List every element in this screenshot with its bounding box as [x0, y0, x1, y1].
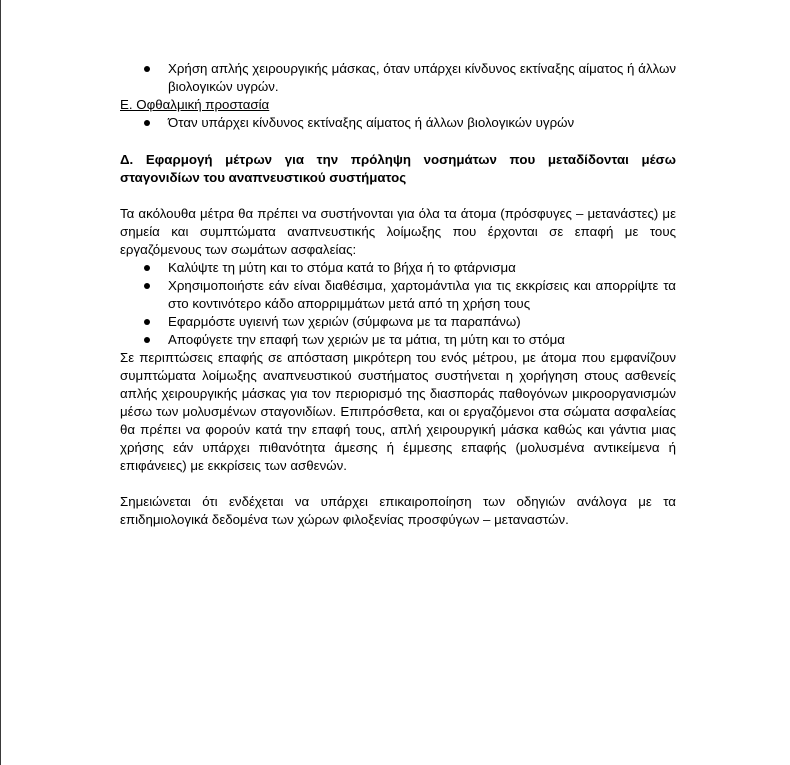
list-item [120, 277, 676, 313]
list-item-text: Καλύψτε τη μύτη και το στόμα κατά το βήχα ή το φτάρνισμα [168, 260, 516, 275]
list-item [120, 60, 676, 96]
bullet-icon [144, 337, 150, 343]
document-body [120, 60, 676, 529]
list-item-text: Εφαρμόστε υγιεινή των χεριών (σύμφωνα με τα παραπάνω) [168, 314, 521, 329]
page-left-border [0, 0, 1, 765]
list-item-text: Χρησιμοποιήστε εάν είναι διαθέσιμα, χαρτομάντιλα για τις εκκρίσεις και απορρίψτε τα στο κοντινότερο κάδο απορριμμάτων μετά από τη χρήση τους [168, 278, 676, 311]
eye-protection-bullet-list [120, 114, 676, 132]
bullet-icon [144, 283, 150, 289]
respiratory-measures-list [120, 259, 676, 349]
list-item [120, 259, 676, 277]
list-item-text: Χρήση απλής χειρουργικής μάσκας, όταν υπάρχει κίνδυνος εκτίναξης αίματος ή άλλων βιολογικών υγρών. [168, 61, 676, 94]
bullet-icon [144, 319, 150, 325]
section-d-intro-paragraph: Τα ακόλουθα μέτρα θα πρέπει να συστήνονται για όλα τα άτομα (πρόσφυγες – μετανάστες) με σημεία και συμπτώματα αναπνευστικής λοίμωξης που έρχονται σε επαφή με τους εργαζόμενους των σωμάτων ασφαλείας: [120, 206, 676, 257]
eye-protection-heading: Ε. Οφθαλμική προστασία [120, 97, 270, 112]
bullet-icon [144, 66, 150, 72]
list-item [120, 313, 676, 331]
update-note-paragraph: Σημειώνεται ότι ενδέχεται να υπάρχει επικαιροποίηση των οδηγιών ανάλογα με τα επιδημιολογικά δεδομένα των χώρων φιλοξενίας προσφύγων – μεταναστών. [120, 494, 676, 527]
list-item [120, 114, 676, 132]
contact-paragraph: Σε περιπτώσεις επαφής σε απόσταση μικρότερη του ενός μέτρου, με άτομα που εμφανίζουν συμπτώματα λοίμωξης αναπνευστικού συστήματος συστήνεται η χορήγηση στους ασθενείς απλής χειρουργικής μάσκας για τον περιορισμό της διασποράς παθογόνων μικροοργανισμών μέσω των μολυσμένων σταγονιδίων. Επιπρόσθετα, και οι εργαζόμενοι στα σώματα ασφαλείας θα πρέπει να φορούν κατά την επαφή τους, απλή χειρουργική μάσκα καθώς και γάντια μιας χρήσης εάν υπάρχει πιθανότητα άμεσης ή έμμεσης επαφής (μολυσμένα αντικείμενα ή επιφάνειες) με εκκρίσεις των ασθενών. [120, 350, 676, 473]
bullet-icon [144, 120, 150, 126]
list-item [120, 331, 676, 349]
list-item-text: Όταν υπάρχει κίνδυνος εκτίναξης αίματος ή άλλων βιολογικών υγρών [168, 115, 575, 130]
list-item-text: Αποφύγετε την επαφή των χεριών με τα μάτια, τη μύτη και το στόμα [168, 332, 565, 347]
bullet-icon [144, 265, 150, 271]
mask-bullet-list [120, 60, 676, 96]
section-d-heading: Δ. Εφαρμογή μέτρων για την πρόληψη νοσημάτων που μεταδίδονται μέσω σταγονιδίων του αναπνευστικού συστήματος [120, 152, 676, 185]
